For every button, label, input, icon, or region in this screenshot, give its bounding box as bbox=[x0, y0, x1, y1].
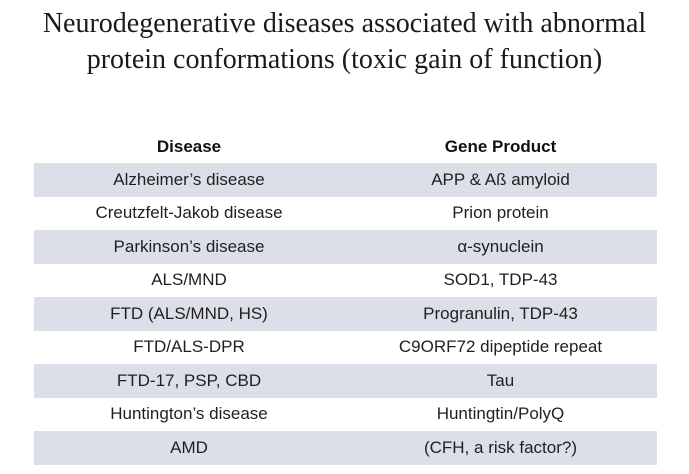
table-row bbox=[34, 264, 657, 298]
cell-disease: Alzheimer’s disease bbox=[34, 163, 344, 197]
table-header-row bbox=[34, 131, 657, 163]
cell-gene-product: α-synuclein bbox=[344, 230, 657, 264]
cell-disease: AMD bbox=[34, 431, 344, 465]
cell-disease: FTD (ALS/MND, HS) bbox=[34, 297, 344, 331]
table-row bbox=[34, 398, 657, 432]
header-gene-product: Gene Product bbox=[444, 137, 557, 156]
cell-gene-product: SOD1, TDP-43 bbox=[344, 264, 657, 298]
table-row bbox=[34, 431, 657, 465]
table-row bbox=[34, 197, 657, 231]
slide-title bbox=[0, 6, 689, 78]
slide-title-line-1: Neurodegenerative diseases associated with abnormal bbox=[42, 8, 647, 39]
cell-disease: Creutzfelt-Jakob disease bbox=[34, 197, 344, 231]
table-row bbox=[34, 364, 657, 398]
disease-table bbox=[34, 131, 657, 465]
cell-disease: ALS/MND bbox=[34, 264, 344, 298]
cell-disease: FTD/ALS-DPR bbox=[34, 331, 344, 365]
cell-disease: FTD-17, PSP, CBD bbox=[34, 364, 344, 398]
cell-gene-product: Prion protein bbox=[344, 197, 657, 231]
cell-gene-product: C9ORF72 dipeptide repeat bbox=[344, 331, 657, 365]
cell-disease: Parkinson’s disease bbox=[34, 230, 344, 264]
table-row bbox=[34, 297, 657, 331]
cell-gene-product: Huntingtin/PolyQ bbox=[344, 398, 657, 432]
table-row bbox=[34, 230, 657, 264]
header-disease: Disease bbox=[156, 137, 222, 156]
table-row bbox=[34, 331, 657, 365]
table-row bbox=[34, 163, 657, 197]
cell-gene-product: Tau bbox=[344, 364, 657, 398]
cell-gene-product: Progranulin, TDP-43 bbox=[344, 297, 657, 331]
cell-gene-product: (CFH, a risk factor?) bbox=[344, 431, 657, 465]
slide-title-line-2: protein conformations (toxic gain of function) bbox=[86, 44, 603, 75]
cell-gene-product: APP & Aß amyloid bbox=[344, 163, 657, 197]
cell-disease: Huntington’s disease bbox=[34, 398, 344, 432]
